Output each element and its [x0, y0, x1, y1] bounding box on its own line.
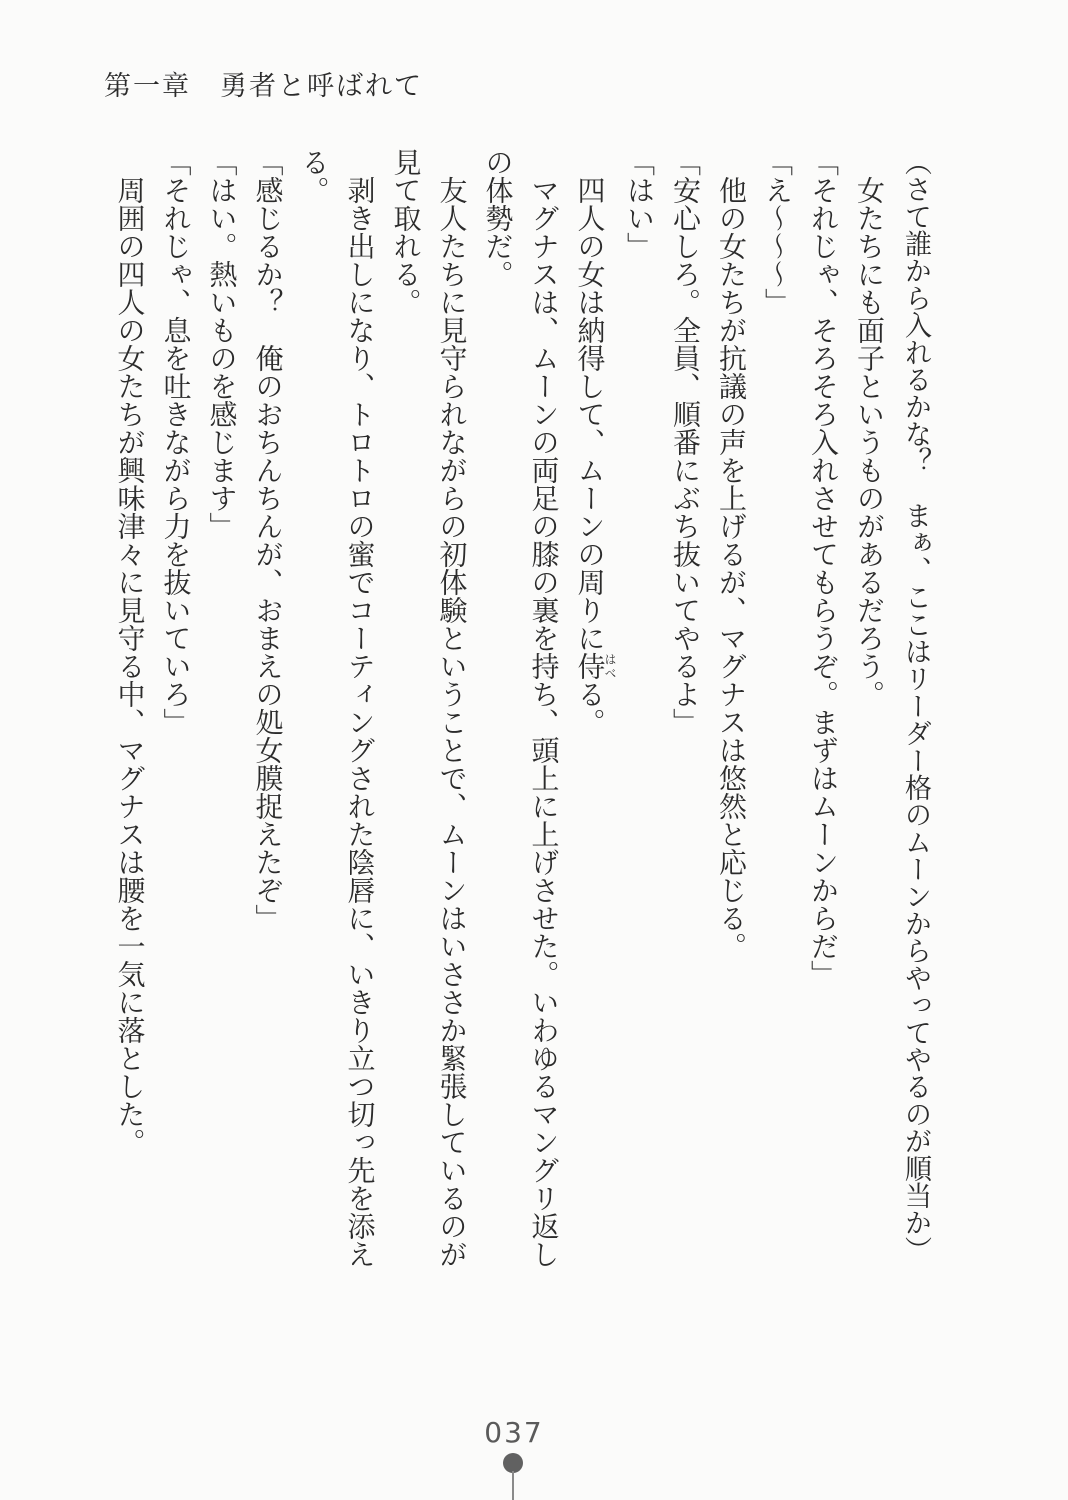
- chapter-header: 第一章 勇者と呼ばれて: [104, 71, 423, 102]
- paragraph: 剥き出しになり、トロトロの蜜でコーティングされた陰唇に、いきり立つ切っ先を添える。: [297, 148, 377, 1268]
- paragraph: 「安心しろ。全員、順番にぶち抜いてやるよ」: [669, 148, 702, 736]
- footer-stem-line: [512, 1471, 514, 1500]
- paragraph: 「え～～～」: [761, 148, 794, 316]
- page-number: 037: [484, 1416, 544, 1449]
- paragraph: 周囲の四人の女たちが興味津々に見守る中、マグナスは腰を一気に落とした。: [113, 176, 147, 1156]
- body-text: [78, 148, 938, 1282]
- paragraph: 「それじゃ、息を吐きながら力を抜いていろ」: [159, 148, 193, 736]
- paragraph: （さて誰から入れるかな？ まぁ、ここはリーダー格のムーンからやってやるのが順当か）: [900, 148, 931, 1264]
- paragraph: 「はい」: [623, 148, 656, 260]
- paragraph: 「感じるか？ 俺のおちんちんが、おまえの処女膜捉えたぞ」: [251, 148, 285, 932]
- paragraph: 「はい。熱いものを感じます」: [205, 148, 239, 540]
- paragraph: 四人の女は納得して、ムーンの周りに侍はべる。: [573, 176, 617, 736]
- paragraph: 女たちにも面子というものがあるだろう。: [853, 176, 886, 708]
- paragraph: マグナスは、ムーンの両足の膝の裏を持ち、頭上に上げさせた。いわゆるマングリ返しの体勢だ。: [481, 148, 561, 1268]
- ruby-annotated-word: 侍はべ: [573, 652, 617, 680]
- paragraph: 「それじゃ、そろそろ入れさせてもらうぞ。まずはムーンからだ」: [807, 148, 840, 988]
- footer-dot: [503, 1453, 523, 1473]
- paragraph: 他の女たちが抗議の声を上げるが、マグナスは悠然と応じる。: [715, 176, 748, 960]
- paragraph: 友人たちに見守られながらの初体験ということで、ムーンはいささか緊張しているのが見て取れる。: [389, 148, 469, 1268]
